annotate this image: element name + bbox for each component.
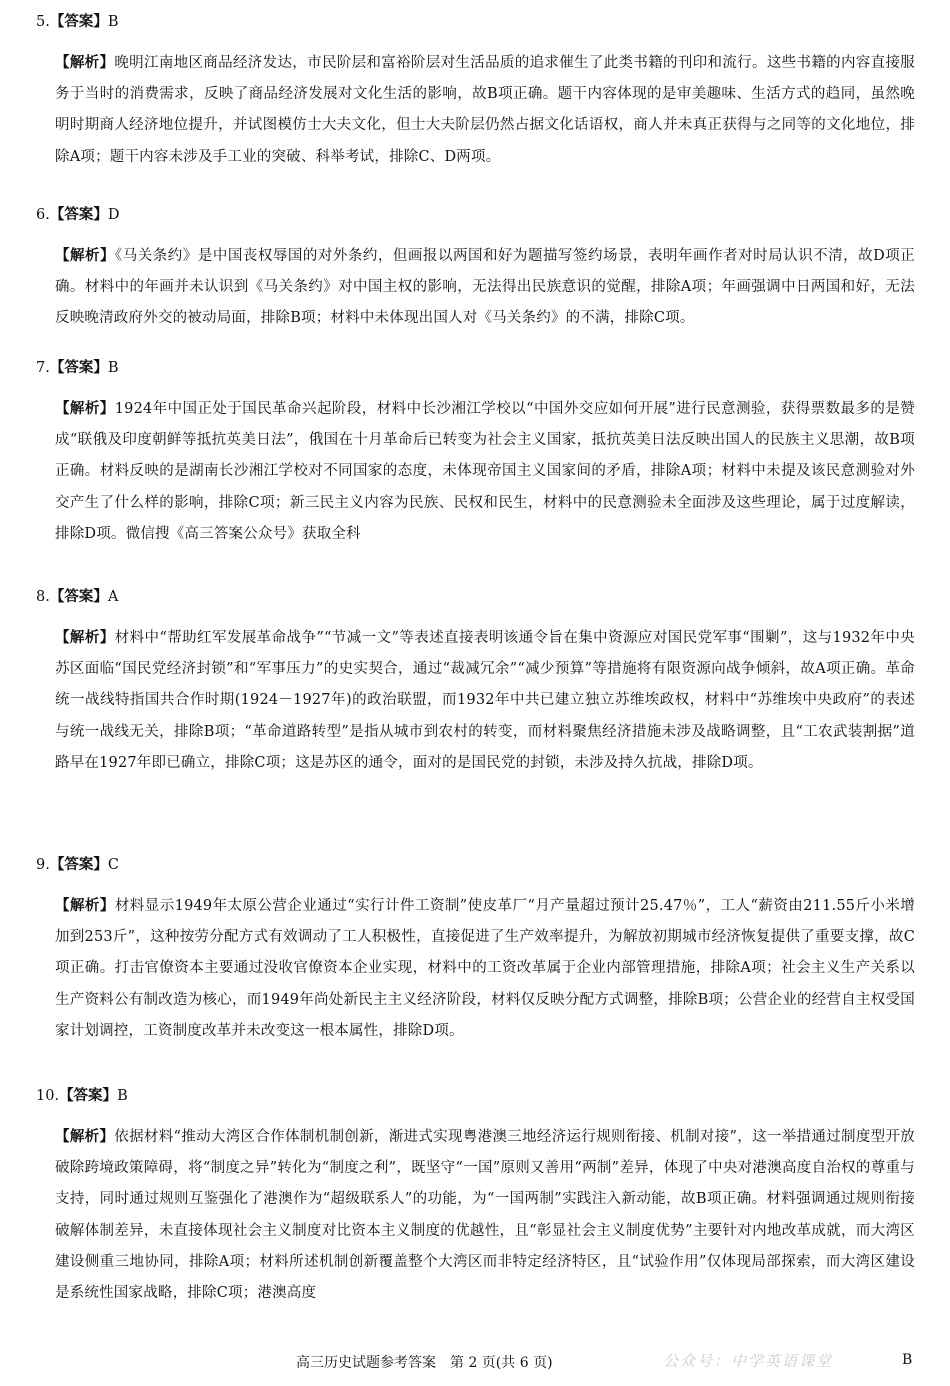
question-number: 10. (36, 1088, 60, 1104)
answer-tag: 【答案】 (49, 588, 108, 605)
question-number: 5. (36, 14, 50, 30)
answer-line-q10 (36, 1086, 128, 1106)
page-footer (0, 1352, 950, 1376)
answer-tag: 【答案】 (49, 359, 108, 376)
answer-tag: 【答案】 (59, 1087, 118, 1104)
watermark: 公众号：中学英语课堂 (663, 1352, 834, 1370)
explanation-text: 依据材料“推动大湾区合作体制机制创新，渐进式实现粤港澳三地经济运行规则衔接、机制对接”，这一举措通过制度型开放破除跨境政策障碍，将“制度之异”转化为“制度之利”，既坚守“一国”原则又善用“两制”差异，体现了中央对港澳高度自治权的尊重与支持，同时通过规则互鉴强化了港澳作为“超级联系人”的功能，为“一国两制”实践注入新动能，故B项正确。材料强调通过规则衔接破解体制差异，未直接体现社会主义制度对比资本主义制度的优越性，且“彰显社会主义制度优势”主要针对内地改革成就，而大湾区建设侧重三地协同，排除A项；材料所述机制创新覆盖整个大湾区而非特定经济特区，且“试验作用”仅体现局部探索，而大湾区建设是系统性国家战略，排除C项；港澳高度 (55, 1129, 915, 1302)
explanation-q5 (55, 47, 915, 173)
explanation-text: 晚明江南地区商品经济发达，市民阶层和富裕阶层对生活品质的追求催生了此类书籍的刊印和流行。这些书籍的内容直接服务于当时的消费需求，反映了商品经济发展对文化生活的影响，故B项正确。题干内容体现的是审美趣味、生活方式的趋同，虽然晚明时期商人经济地位提升，并试图模仿士大夫文化，但士大夫阶层仍然占据文化话语权，商人并未真正获得与之同等的文化地位，排除A项；题干内容未涉及手工业的突破、科举考试，排除C、D两项。 (55, 55, 915, 165)
explanation-tag: 【解析】 (55, 1128, 115, 1145)
explanation-q8 (55, 622, 915, 779)
answer-line-q5 (36, 12, 119, 32)
answer-line-q7 (36, 358, 119, 378)
answer-line-q9 (36, 855, 119, 875)
explanation-text: 《马关条约》是中国丧权辱国的对外条约，但画报以两国和好为题描写签约场景，表明年画作者对时局认识不清，故D项正确。材料中的年画并未认识到《马关条约》对中国主权的影响，无法得出民族意识的觉醒，排除A项；年画强调中日两国和好，无法反映晚清政府外交的被动局面，排除B项；材料中未体现出国人对《马关条约》的不满，排除C项。 (55, 248, 915, 327)
explanation-tag: 【解析】 (55, 54, 115, 71)
answer-line-q6 (36, 205, 119, 225)
question-number: 9. (36, 857, 50, 873)
explanation-tag: 【解析】 (55, 629, 115, 646)
question-number: 6. (36, 207, 50, 223)
answer-value: A (107, 589, 119, 605)
explanation-text: 材料中“帮助红军发展革命战争”“节减一文”等表述直接表明该通令旨在集中资源应对国民党军事“围剿”，这与1932年中央苏区面临“国民党经济封锁”和“军事压力”的史实契合，通过“裁减冗余”“减少预算”等措施将有限资源向战争倾斜，故A项正确。革命统一战线特指国共合作时期(1924－1927年)的政治联盟，而1932年中共已建立独立苏维埃政权，材料中“苏维埃中央政府”的表述与统一战线无关，排除B项；“革命道路转型”是指从城市到农村的转变，而材料聚焦经济措施未涉及战略调整，且“工农武装割据”道路早在1927年即已确立，排除C项；这是苏区的通令，面对的是国民党的封锁，未涉及持久抗战，排除D项。 (55, 630, 915, 771)
answer-value: B (107, 360, 119, 376)
explanation-tag: 【解析】 (55, 400, 115, 417)
answer-value: C (107, 857, 119, 873)
footer-page-info: 高三历史试题参考答案 第 2 页(共 6 页) (296, 1355, 553, 1371)
answer-value: D (107, 207, 120, 223)
answer-tag: 【答案】 (49, 206, 108, 223)
question-number: 8. (36, 589, 50, 605)
explanation-tag: 【解析】 (55, 897, 115, 914)
explanation-text: 1924年中国正处于国民革命兴起阶段，材料中长沙湘江学校以“中国外交应如何开展”进行民意测验，获得票数最多的是赞成“联俄及印度朝鲜等抵抗英美日法”，俄国在十月革命后已转变为社会主义国家，抵抗英美日法反映出国人的民族主义思潮，故B项正确。材料反映的是湖南长沙湘江学校对不同国家的态度，未体现帝国主义国家间的矛盾，排除A项；材料中未提及该民意测验对外交产生了什么样的影响，排除C项；新三民主义内容为民族、民权和民生，材料中的民意测验未全面涉及这些理论，属于过度解读，排除D项。微信搜《高三答案公众号》获取全科 (55, 401, 915, 542)
answer-tag: 【答案】 (49, 13, 108, 30)
answer-value: B (117, 1088, 128, 1104)
footer-version: B (902, 1352, 913, 1368)
answer-value: B (107, 14, 119, 30)
explanation-q6 (55, 240, 915, 335)
explanation-q9 (55, 890, 915, 1047)
question-number: 7. (36, 360, 50, 376)
answer-line-q8 (36, 587, 118, 607)
explanation-text: 材料显示1949年太原公营企业通过“实行计件工资制”使皮革厂“月产量超过预计25.47％”，工人“薪资由211.55斤小米增加到253斤”，这种按劳分配方式有效调动了工人积极性，直接促进了生产效率提升，为解放初期城市经济恢复提供了重要支撑，故C项正确。打击官僚资本主要通过没收官僚资本企业实现，材料中的工资改革属于企业内部管理措施，排除A项；社会主义生产关系以生产资料公有制改造为核心，而1949年尚处新民主主义经济阶段，材料仅反映分配方式调整，排除B项；公营企业的经营自主权受国家计划调控，工资制度改革并未改变这一根本属性，排除D项。 (55, 898, 915, 1039)
explanation-q7 (55, 393, 915, 550)
answer-tag: 【答案】 (49, 856, 108, 873)
explanation-q10 (55, 1121, 915, 1309)
explanation-tag: 【解析】 (55, 247, 116, 264)
